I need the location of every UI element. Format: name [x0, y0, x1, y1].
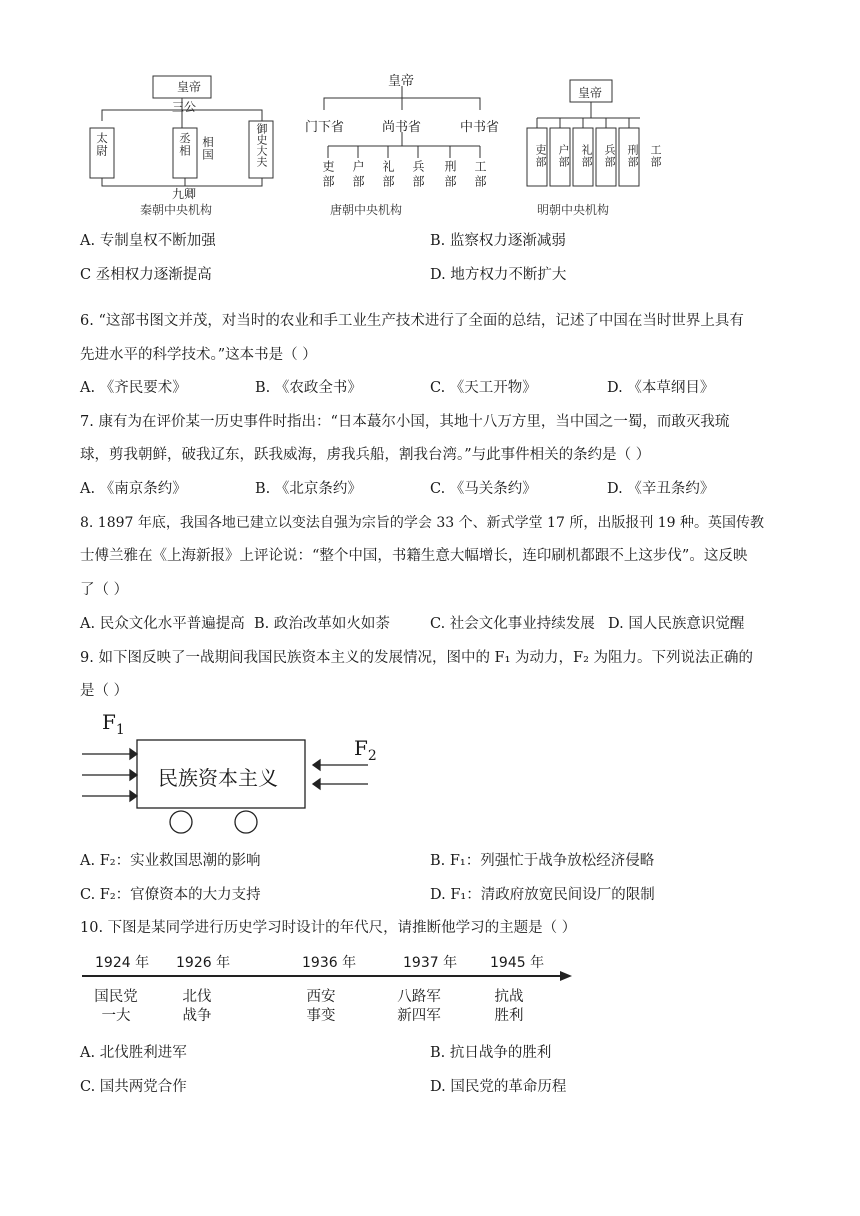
q9-stem-line2: 是（ ）	[80, 683, 129, 699]
tang-emperor: 皇帝	[388, 74, 415, 89]
q8-option-a: A. 民众文化水平普遍提高	[80, 616, 245, 632]
timeline-year: 1936 年	[302, 955, 357, 971]
timeline-year: 1924 年	[95, 955, 150, 971]
q8-option-c: C. 社会文化事业持续发展	[430, 616, 595, 632]
qin-chengxiang: 丞相	[178, 132, 192, 157]
qin-caption: 秦朝中央机构	[140, 203, 213, 217]
q10-option-d: D. 国民党的革命历程	[430, 1079, 567, 1095]
tang-dept: 工部	[473, 160, 487, 190]
tang-menxia: 门下省	[305, 120, 345, 135]
qin-emperor: 皇帝	[176, 80, 201, 94]
qin-taiwei: 太尉	[95, 132, 109, 157]
ming-dept: 礼部	[580, 144, 593, 168]
q7-option-b: B. 《北京条约》	[255, 481, 362, 497]
f1-label: $F_1$	[102, 710, 125, 738]
q6-stem-line1: 6. “这部书图文并茂，对当时的农业和手工业生产技术进行了全面的总结，记述了中国在当时世界上具有	[80, 313, 744, 329]
q6-option-d: D. 《本草纲目》	[607, 380, 715, 396]
q10-option-c: C. 国共两党合作	[80, 1079, 187, 1095]
q9-option-b: B. F₁：列强忙于战争放松经济侵略	[430, 853, 655, 869]
ming-dept: 工部	[649, 144, 662, 168]
q8-option-b: B. 政治改革如火如荼	[254, 616, 390, 632]
q9-stem-line1: 9. 如下图反映了一战期间我国民族资本主义的发展情况，图中的 F₁ 为动力，F₂ 为阻力。下列说法正确的	[80, 650, 754, 666]
q9-option-d: D. F₁：清政府放宽民间设厂的限制	[430, 887, 655, 903]
capitalism-label: 民族资本主义	[158, 766, 278, 790]
q5-option-b: B. 监察权力逐渐减弱	[430, 233, 566, 249]
timeline-year: 1926 年	[176, 955, 231, 971]
ming-caption: 明朝中央机构	[537, 203, 610, 217]
ming-dept: 兵部	[603, 144, 616, 168]
q9-option-a: A. F₂：实业救国思潮的影响	[80, 853, 261, 869]
tang-dept: 刑部	[443, 160, 457, 190]
q8-stem-line2: 士傅兰雅在《上海新报》上评论说：“整个中国，书籍生意大幅增长，连印刷机都跟不上这步伐”。这反映	[80, 548, 748, 564]
q7-stem-line1: 7. 康有为在评价某一历史事件时指出：“日本蕞尔小国，其地十八万方里，当中国之一蜀，而敢灭我琉	[80, 414, 730, 430]
tang-shangshu: 尚书省	[382, 120, 422, 135]
tang-dept: 兵部	[411, 160, 425, 190]
timeline-event: 北伐 战争	[182, 989, 212, 1024]
q5-option-a: A. 专制皇权不断加强	[80, 233, 216, 249]
timeline-year: 1937 年	[403, 955, 458, 971]
q7-stem-line2: 球，剪我朝鲜，破我辽东，跃我威海，虏我兵船，割我台湾。”与此事件相关的条约是（ ）	[80, 447, 651, 463]
qin-sangong: 三公	[172, 100, 197, 114]
wheel-icon	[235, 811, 257, 833]
ming-dept: 户部	[557, 144, 570, 168]
qin-yushidafu: 御史大夫	[255, 123, 268, 167]
wheel-icon	[170, 811, 192, 833]
timeline-event: 西安 事变	[306, 989, 336, 1024]
q7-option-a: A. 《南京条约》	[80, 481, 187, 497]
q7-option-c: C. 《马关条约》	[430, 481, 537, 497]
q6-option-b: B. 《农政全书》	[255, 380, 362, 396]
qin-xiangguo: 相国	[201, 136, 215, 161]
ming-emperor: 皇帝	[578, 86, 603, 100]
ming-dept: 刑部	[626, 144, 639, 168]
timeline-event: 八路军 新四军	[397, 989, 441, 1024]
q8-stem-line3: 了（ ）	[80, 582, 129, 598]
q5-option-c: C 丞相权力逐渐提高	[80, 267, 212, 283]
q6-option-c: C. 《天工开物》	[430, 380, 537, 396]
q10-stem-line1: 10. 下图是某同学进行历史学习时设计的年代尺，请推断他学习的主题是（ ）	[80, 920, 577, 936]
tang-dept: 户部	[351, 160, 365, 190]
tang-dept: 礼部	[381, 160, 395, 190]
timeline-year: 1945 年	[490, 955, 545, 971]
q10-option-b: B. 抗日战争的胜利	[430, 1045, 552, 1061]
q8-stem-line1: 8. 1897 年底，我国各地已建立以变法自强为宗旨的学会 33 个、新式学堂 17 所，出版报刊 19 种。英国传教	[80, 515, 765, 531]
q7-option-d: D. 《辛丑条约》	[607, 481, 715, 497]
f2-label: $F_2$	[354, 736, 377, 764]
tang-caption: 唐朝中央机构	[330, 203, 403, 217]
q9-option-c: C. F₂：官僚资本的大力支持	[80, 887, 261, 903]
timeline-event: 国民党 一大	[94, 989, 138, 1024]
ming-dept: 吏部	[534, 144, 547, 168]
tang-zhongshu: 中书省	[460, 120, 500, 135]
q8-option-d: D. 国人民族意识觉醒	[608, 616, 745, 632]
q5-option-d: D. 地方权力不断扩大	[430, 267, 567, 283]
tang-dept: 吏部	[321, 160, 335, 190]
timeline-event: 抗战 胜利	[494, 989, 524, 1024]
q10-option-a: A. 北伐胜利进军	[80, 1045, 187, 1061]
q6-option-a: A. 《齐民要术》	[80, 380, 187, 396]
qin-jiuqing: 九卿	[172, 187, 197, 201]
q6-stem-line2: 先进水平的科学技术。”这本书是（ ）	[80, 347, 317, 363]
